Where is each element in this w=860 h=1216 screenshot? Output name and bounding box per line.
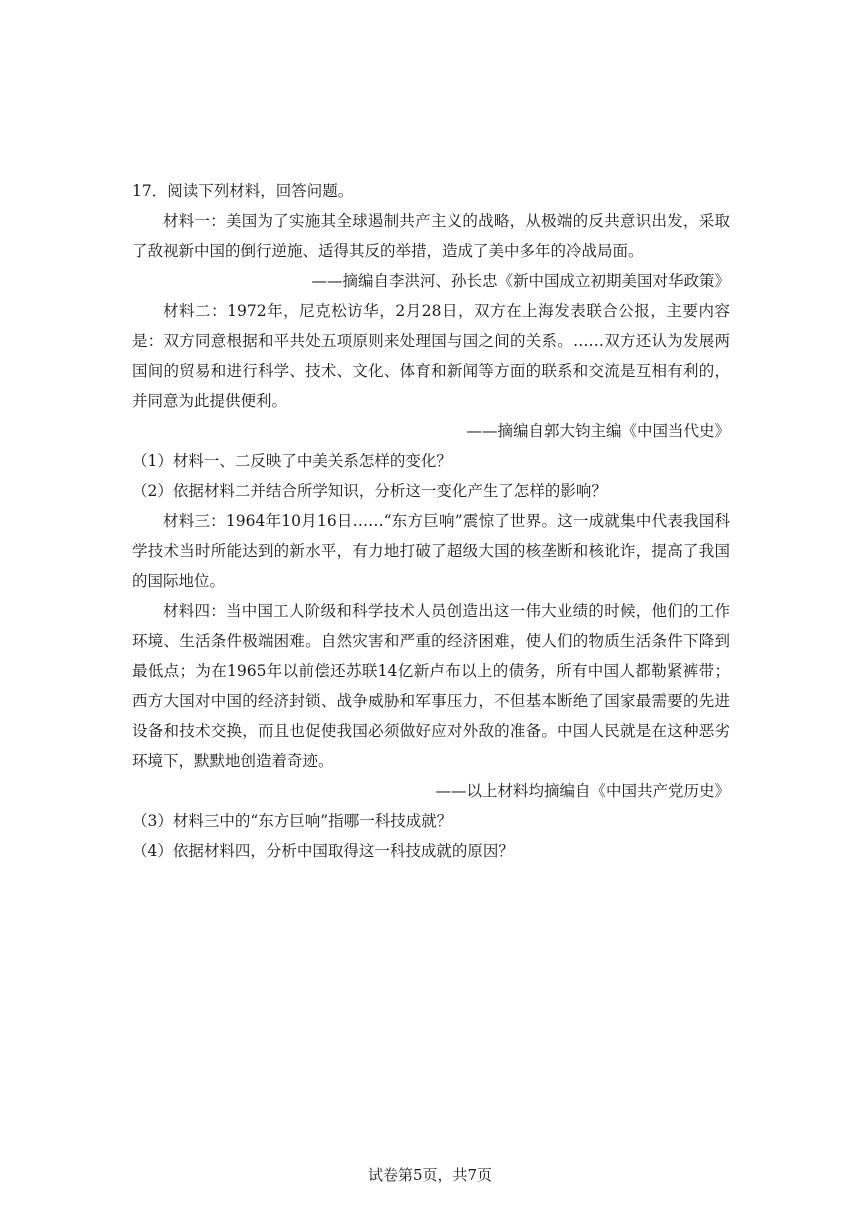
material-4: 材料四：当中国工人阶级和科学技术人员创造出这一伟大业绩的时候，他们的工作环境、生活条件极端困难。自然灾害和严重的经济困难，使人们的物质生活条件下降到最低点；为在1965年以前偿还苏联14亿新卢布以上的债务，所有中国人都勒紧裤带；西方大国对中国的经济封锁、战争威胁和军事压力，不但基本断绝了国家最需要的先进设备和技术交换，而且也促使我国必须做好应对外敌的准备。中国人民就是在这种恶劣环境下，默默地创造着奇迹。 [132,602,730,770]
sub-question-1: （1）材料一、二反映了中美关系怎样的变化？ [132,452,452,470]
page-footer: 试卷第5页，共7页 [367,1166,493,1184]
question-17 [132,176,730,866]
material-2: 材料二：1972年，尼克松访华，2月28日，双方在上海发表联合公报，主要内容是：双方同意根据和平共处五项原则来处理国与国之间的关系。……双方还认为发展两国间的贸易和进行科学、技术、文化、体育和新闻等方面的联系和交流是互相有利的，并同意为此提供便利。 [132,302,730,410]
material-3: 材料三：1964年10月16日……“东方巨响”震惊了世界。这一成就集中代表我国科学技术当时所能达到的新水平，有力地打破了超级大国的核垄断和核讹诈，提高了我国的国际地位。 [132,512,730,590]
source-2: ——摘编自郭大钧主编《中国当代史》 [466,422,730,440]
material-1: 材料一：美国为了实施其全球遏制共产主义的战略，从极端的反共意识出发，采取了敌视新中国的倒行逆施、适得其反的举措，造成了美中多年的冷战局面。 [132,212,730,260]
sub-question-4: （4）依据材料四，分析中国取得这一科技成就的原因？ [132,842,514,860]
sub-question-2: （2）依据材料二并结合所学知识，分析这一变化产生了怎样的影响？ [132,482,607,500]
question-title: 17．阅读下列材料，回答问题。 [132,182,354,200]
source-1: ——摘编自李洪河、孙长忠《新中国成立初期美国对华政策》 [311,272,730,290]
sub-question-3: （3）材料三中的“东方巨响”指哪一科技成就？ [132,812,453,830]
source-3: ——以上材料均摘编自《中国共产党历史》 [435,782,730,800]
